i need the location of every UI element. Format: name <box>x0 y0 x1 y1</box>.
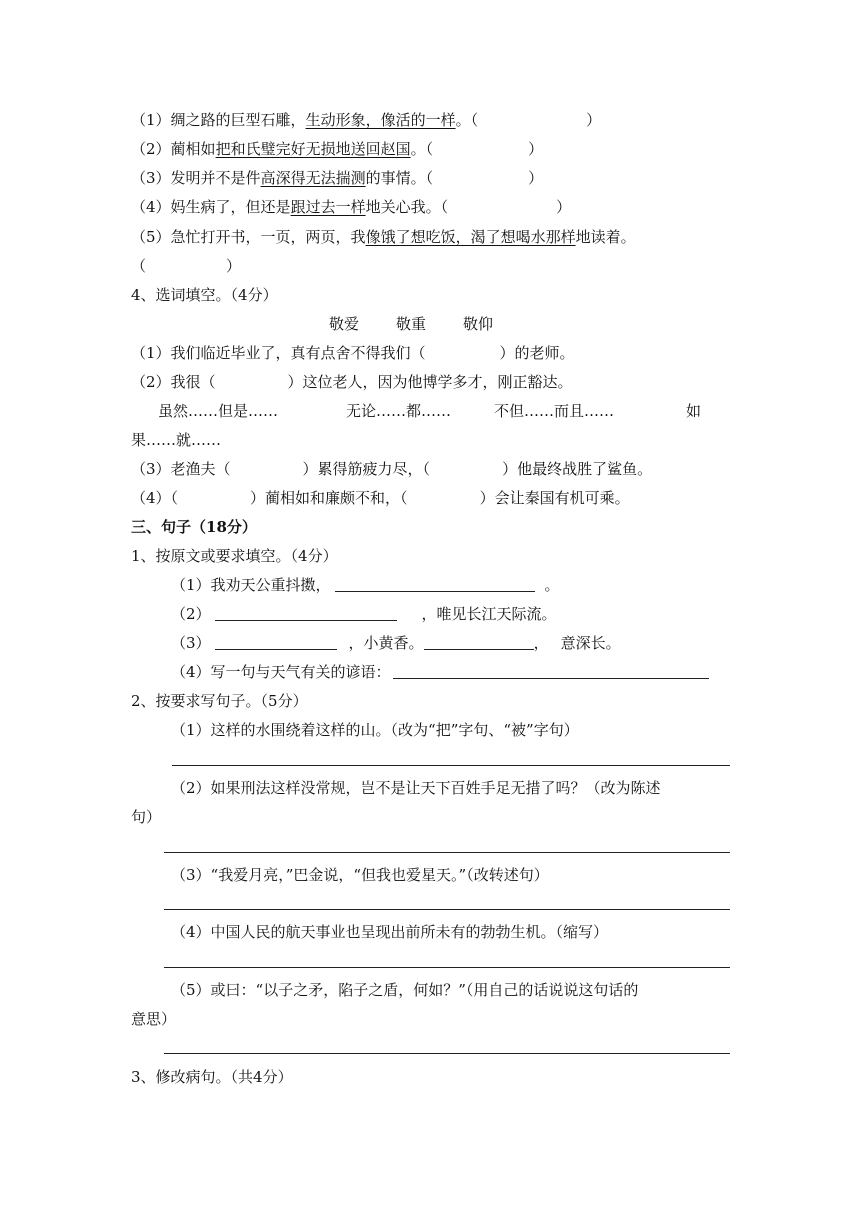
q3-item-4: （4）妈生病了，但还是跟过去一样地关心我。（ ） <box>131 198 572 216</box>
q3-item-5-underlined: 像饿了想吃饭，渴了想喝水那样 <box>365 228 576 246</box>
s1-item-4: （4）写一句与天气有关的谚语： <box>171 662 709 682</box>
q4-title: 4、选词填空。（4分） <box>131 286 278 304</box>
q3-item-3-underlined: 高深得无法揣测 <box>260 169 366 187</box>
s1-item-3: （3） ，小黄香。 ， 意深长。 <box>171 634 621 652</box>
q3-item-5-answer: （ ） <box>131 257 242 275</box>
q4-sentence-2: （2）我很（ ）这位老人，因为他博学多才，刚正豁达。 <box>131 373 573 391</box>
s2-item-2-line-2: 句） <box>131 808 162 826</box>
s2-item-5-line-1: （5）或曰：“以子之矛，陷子之盾，何如？”（用自己的话说说这句话的 <box>171 981 639 999</box>
answer-line[interactable] <box>164 909 730 910</box>
s2-item-4: （4）中国人民的航天事业也呈现出前所未有的勃勃生机。（缩写） <box>171 923 609 941</box>
q4-conj-1: 虽然……但是…… <box>158 402 279 420</box>
q4-sentence-4: （4）（ ）蔺相如和廉颇不和，（ ）会让秦国有机可乘。 <box>131 489 630 507</box>
s2-item-2-line-1: （2）如果刑法这样没常规，岂不是让天下百姓手足无措了吗？（改为陈述 <box>171 779 661 797</box>
q4-conj-3: 不但……而且…… <box>494 402 615 420</box>
s2-item-5-line-2: 意思） <box>131 1010 177 1028</box>
fill-line[interactable] <box>215 606 397 621</box>
s1-title: 1、按原文或要求填空。（4分） <box>131 547 338 565</box>
q4-sentence-1: （1）我们临近毕业了，真有点舍不得我们（ ）的老师。 <box>131 344 575 362</box>
q3-item-1-underlined: 生动形象，像活的一样 <box>305 111 456 129</box>
q4-word-options: 敬爱 敬重 敬仰 <box>329 315 494 333</box>
q4-conj-4: 如 <box>686 402 702 420</box>
s2-item-3: （3）“我爱月亮，”巴金说，“但我也爱星天。”（改转述句） <box>171 866 549 884</box>
fill-line[interactable] <box>335 577 535 592</box>
answer-line[interactable] <box>164 852 730 853</box>
s1-item-1: （1）我劝天公重抖擞， 。 <box>171 576 560 594</box>
q4-conj-4-cont: 果……就…… <box>131 431 222 449</box>
s2-item-1: （1）这样的水围绕着这样的山。（改为“把”字句、“被”字句） <box>171 721 579 739</box>
q3-item-5: （5）急忙打开书，一页，两页，我像饿了想吃饭，渴了想喝水那样地读着。 <box>131 228 636 246</box>
q4-conj-2: 无论……都…… <box>346 402 452 420</box>
s3-title: 3、修改病句。（共4分） <box>131 1068 293 1086</box>
section-3-title: 三、句子（18分） <box>131 518 257 536</box>
answer-line[interactable] <box>164 1053 730 1054</box>
fill-line[interactable] <box>424 635 534 650</box>
q4-sentence-3: （3）老渔夫（ ）累得筋疲力尽，（ ）他最终战胜了鲨鱼。 <box>131 460 653 478</box>
q3-item-2-underlined: 把和氏璧完好无损地送回赵国 <box>215 140 411 158</box>
fill-line[interactable] <box>393 664 709 679</box>
q3-item-4-underlined: 跟过去一样 <box>290 198 366 216</box>
q3-item-1: （1）绸之路的巨型石雕，生动形象，像活的一样。（ ） <box>131 111 602 129</box>
q3-item-3: （3）发明并不是件高深得无法揣测的事情。（ ） <box>131 169 544 187</box>
answer-line[interactable] <box>164 967 730 968</box>
s1-item-2: （2） ，唯见长江天际流。 <box>171 605 557 623</box>
answer-line[interactable] <box>172 765 730 766</box>
fill-line[interactable] <box>215 635 337 650</box>
s2-title: 2、按要求写句子。（5分） <box>131 692 308 710</box>
q3-item-2: （2）蔺相如把和氏璧完好无损地送回赵国。（ ） <box>131 140 544 158</box>
